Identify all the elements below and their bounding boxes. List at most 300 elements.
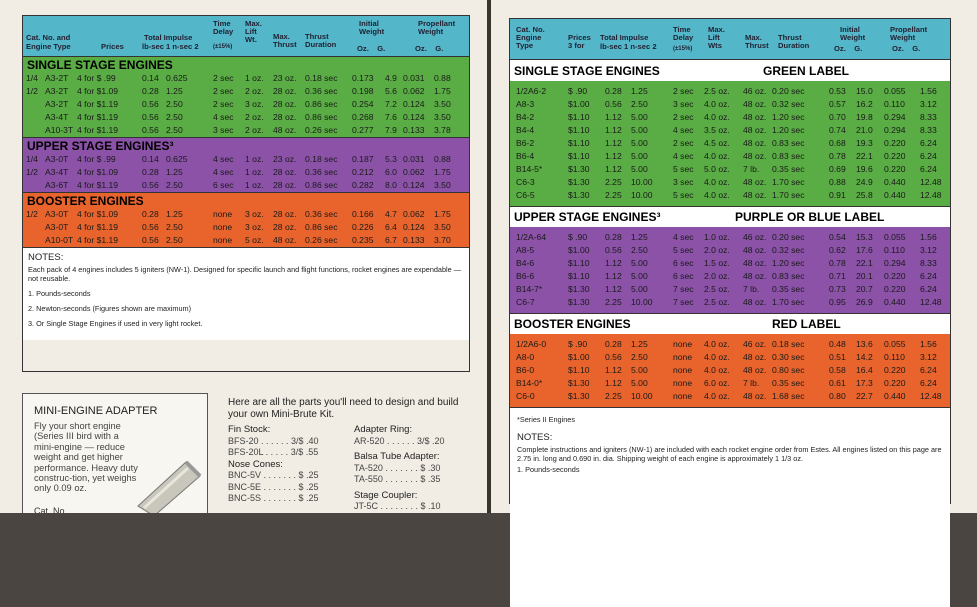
table-cell: 1.25 bbox=[166, 167, 183, 177]
note-1: 1. Pounds-seconds bbox=[28, 289, 91, 298]
table-cell: 0.28 bbox=[142, 86, 159, 96]
table-cell: 1.20 sec bbox=[772, 125, 805, 135]
table-cell: 4.0 oz. bbox=[704, 391, 730, 401]
table-cell: 6.24 bbox=[920, 284, 937, 294]
table-cell: 0.61 bbox=[829, 378, 846, 388]
table-row bbox=[510, 111, 950, 124]
table-cell: C6-5 bbox=[516, 190, 535, 200]
table-row bbox=[510, 351, 950, 364]
table-row bbox=[23, 221, 469, 234]
table-cell: 0.86 sec bbox=[305, 112, 338, 122]
table-cell: 0.173 bbox=[352, 73, 374, 83]
table-cell: 2 oz. bbox=[245, 125, 264, 135]
table-cell: none bbox=[213, 222, 233, 232]
table-cell: 6.24 bbox=[920, 378, 937, 388]
table-cell: 7 sec bbox=[673, 297, 694, 307]
table-cell: 5.00 bbox=[631, 271, 648, 281]
table-cell: 19.3 bbox=[856, 138, 873, 148]
r-booster-title-text: BOOSTER ENGINES bbox=[514, 317, 631, 331]
table-cell: 0.625 bbox=[166, 154, 188, 164]
table-cell: 2 sec bbox=[673, 86, 694, 96]
table-cell: 1.68 sec bbox=[772, 391, 805, 401]
table-cell: 0.110 bbox=[884, 245, 905, 255]
table-cell: 48 oz. bbox=[273, 125, 297, 135]
table-cell: C6-7 bbox=[516, 297, 535, 307]
table-cell: 0.73 bbox=[829, 284, 846, 294]
table-row bbox=[510, 124, 950, 137]
table-cell: 0.83 sec bbox=[772, 151, 805, 161]
table-cell: 0.48 bbox=[829, 339, 846, 349]
table-cell: C6-0 bbox=[516, 391, 535, 401]
table-cell: A3-4T bbox=[45, 112, 69, 122]
table-cell: 2.50 bbox=[631, 245, 648, 255]
table-cell: 21.0 bbox=[856, 125, 873, 135]
table-cell: A3-2T bbox=[45, 99, 69, 109]
table-cell: 0.32 sec bbox=[772, 245, 805, 255]
table-cell: $1.30 bbox=[568, 378, 590, 388]
table-cell: 0.440 bbox=[884, 391, 906, 401]
table-cell: 0.110 bbox=[884, 99, 905, 109]
table-cell: 0.124 bbox=[403, 180, 425, 190]
table-cell: 4 for $1.09 bbox=[77, 167, 119, 177]
table-cell: 4 sec bbox=[213, 112, 234, 122]
table-cell: 0.20 sec bbox=[772, 232, 805, 242]
table-cell: 0.440 bbox=[884, 297, 906, 307]
table-cell: 7 lb. bbox=[743, 164, 760, 174]
table-cell: 7 lb. bbox=[743, 378, 760, 388]
table-cell: 5.6 bbox=[385, 86, 397, 96]
table-header-right bbox=[510, 19, 950, 59]
table-cell: A3-6T bbox=[45, 180, 69, 190]
table-cell: 0.35 sec bbox=[772, 378, 805, 388]
table-cell: 0.235 bbox=[352, 235, 374, 245]
table-cell: 1.12 bbox=[605, 271, 622, 281]
table-cell: B6-6 bbox=[516, 271, 535, 281]
table-cell: 0.35 sec bbox=[772, 284, 805, 294]
table-cell: 1.12 bbox=[605, 164, 622, 174]
engine-table-left bbox=[22, 15, 470, 372]
table-cell: 8.0 bbox=[385, 180, 397, 190]
table-cell: 1.70 sec bbox=[772, 177, 805, 187]
table-cell: 0.56 bbox=[142, 99, 159, 109]
table-cell: 0.14 bbox=[142, 154, 159, 164]
rheader-impulse-units: lb-sec 1 n-sec 2 bbox=[600, 42, 657, 51]
r-note-1: 1. Pounds-seconds bbox=[517, 465, 580, 474]
table-cell: 4 for $1.19 bbox=[77, 99, 119, 109]
table-cell: 2.0 oz. bbox=[704, 271, 730, 281]
table-cell: 28 oz. bbox=[273, 99, 297, 109]
table-row bbox=[510, 231, 950, 244]
table-cell: 6.0 bbox=[385, 167, 397, 177]
table-cell: 5.00 bbox=[631, 151, 648, 161]
table-cell: 22.1 bbox=[856, 151, 873, 161]
kit-right-column bbox=[354, 424, 445, 513]
table-cell: 0.86 sec bbox=[305, 222, 338, 232]
table-cell: 7 sec bbox=[673, 284, 694, 294]
table-cell: 2.50 bbox=[631, 352, 648, 362]
table-cell: 24.9 bbox=[856, 177, 873, 187]
table-cell: none bbox=[213, 235, 233, 245]
header-max-thrust: Max. Thrust bbox=[273, 32, 297, 49]
table-cell: 5.3 bbox=[385, 154, 397, 164]
table-cell: 4.0 oz. bbox=[704, 365, 730, 375]
r-note-0: Complete instructions and igniters (NW-1) are included with each rocket engine order from Estes. All engines listed on this page are 2.75 in. long and 0.690 in. dia. Shipping weight of each engine is approximately 1 1/3 oz. bbox=[517, 445, 942, 463]
table-cell: 1.70 sec bbox=[772, 190, 805, 200]
table-cell: 23 oz. bbox=[273, 73, 297, 83]
table-cell: 4 sec bbox=[673, 151, 694, 161]
balsa-item-0: TA-520 . . . . . . . $ .30 bbox=[354, 462, 441, 473]
table-cell: $ .90 bbox=[568, 86, 588, 96]
table-cell: B6-0 bbox=[516, 365, 535, 375]
table-cell: 0.62 bbox=[829, 245, 846, 255]
table-cell: A10-3T bbox=[45, 125, 74, 135]
table-cell: 2.5 oz. bbox=[704, 284, 730, 294]
nose-item-2: BNC-5S . . . . . . . $ .25 bbox=[228, 493, 319, 503]
table-cell: 2 oz. bbox=[245, 86, 264, 96]
table-cell: 15.3 bbox=[856, 232, 873, 242]
table-cell: 1.20 sec bbox=[772, 258, 805, 268]
fin-item-0: BFS-20 . . . . . . 3/$ .40 bbox=[228, 435, 319, 446]
table-cell: 0.28 bbox=[142, 209, 159, 219]
table-cell: 0.91 bbox=[829, 190, 846, 200]
table-cell: 0.26 sec bbox=[305, 235, 338, 245]
table-cell: $1.30 bbox=[568, 297, 590, 307]
table-cell: 1.5 oz. bbox=[704, 258, 730, 268]
r-notes-box bbox=[510, 407, 950, 607]
mini-brute-kit-parts bbox=[228, 397, 478, 511]
table-cell: 0.36 sec bbox=[305, 86, 338, 96]
table-row bbox=[510, 150, 950, 163]
r-upper-stage-title bbox=[510, 206, 950, 227]
header-delay-tol: (±15%) bbox=[213, 44, 233, 50]
table-cell: 2.50 bbox=[166, 99, 183, 109]
rheader-initial-units: Oz. G. bbox=[834, 44, 863, 53]
table-cell: 12.48 bbox=[920, 297, 942, 307]
table-cell: $1.00 bbox=[568, 99, 590, 109]
table-cell: 0.110 bbox=[884, 352, 905, 362]
table-cell: 28 oz. bbox=[273, 209, 297, 219]
balsa-tube-title: Balsa Tube Adapter: bbox=[354, 451, 440, 462]
upper-stage-title: UPPER STAGE ENGINES³ bbox=[23, 137, 469, 153]
table-cell: $1.10 bbox=[568, 365, 590, 375]
table-cell: 1.75 bbox=[434, 86, 451, 96]
table-cell: 7 lb. bbox=[743, 284, 760, 294]
table-cell: 5.00 bbox=[631, 258, 648, 268]
table-cell: 0.18 sec bbox=[772, 339, 805, 349]
table-cell: none bbox=[673, 365, 693, 375]
table-cell: none bbox=[213, 209, 233, 219]
table-cell: 0.166 bbox=[352, 209, 374, 219]
table-cell: 12.48 bbox=[920, 190, 942, 200]
table-cell: 3 sec bbox=[673, 177, 694, 187]
table-cell: 0.86 sec bbox=[305, 99, 338, 109]
table-cell: 0.78 bbox=[829, 151, 846, 161]
table-cell: 15.0 bbox=[856, 86, 873, 96]
table-cell: $ .90 bbox=[568, 232, 588, 242]
table-cell: 0.18 sec bbox=[305, 154, 338, 164]
table-cell: A10-0T bbox=[45, 235, 74, 245]
table-cell: 1.70 sec bbox=[772, 297, 805, 307]
table-cell: 5.00 bbox=[631, 164, 648, 174]
table-row bbox=[510, 270, 950, 283]
table-cell: 4 sec bbox=[213, 154, 234, 164]
table-cell: 6.24 bbox=[920, 365, 937, 375]
table-cell: 0.80 bbox=[829, 391, 846, 401]
table-cell: 17.3 bbox=[856, 378, 873, 388]
table-cell: 6 sec bbox=[673, 271, 694, 281]
table-cell: 6.7 bbox=[385, 235, 397, 245]
table-cell: 8.33 bbox=[920, 112, 937, 122]
table-cell: 12.48 bbox=[920, 177, 942, 187]
table-cell: 1/2 bbox=[26, 167, 38, 177]
table-cell: 1/2 bbox=[26, 209, 38, 219]
table-cell: 20.1 bbox=[856, 271, 873, 281]
header-propellant-units: Oz. G. bbox=[415, 44, 444, 53]
table-cell: 1.12 bbox=[605, 284, 622, 294]
rheader-max-lift: Max. Lift Wts bbox=[708, 25, 725, 50]
table-cell: 0.031 bbox=[403, 154, 425, 164]
table-cell: A8-5 bbox=[516, 245, 535, 255]
table-cell: 23 oz. bbox=[273, 154, 297, 164]
table-row bbox=[23, 124, 469, 137]
table-cell: 0.88 bbox=[434, 154, 451, 164]
table-cell: 19.6 bbox=[856, 164, 873, 174]
table-cell: 1.56 bbox=[920, 339, 937, 349]
table-cell: $1.30 bbox=[568, 284, 590, 294]
upper-stage-rows bbox=[23, 153, 469, 192]
table-cell: 4.0 oz. bbox=[704, 339, 730, 349]
table-cell: 1/4 bbox=[26, 73, 38, 83]
table-row bbox=[23, 234, 469, 247]
table-cell: 4.7 bbox=[385, 209, 397, 219]
table-cell: 2.5 oz. bbox=[704, 297, 730, 307]
table-cell: 46 oz. bbox=[743, 339, 767, 349]
table-cell: 4.0 oz. bbox=[704, 177, 730, 187]
table-cell: 3 oz. bbox=[245, 222, 264, 232]
table-cell: 0.28 bbox=[605, 232, 622, 242]
table-row bbox=[510, 244, 950, 257]
table-cell: none bbox=[673, 391, 693, 401]
table-cell: 0.36 sec bbox=[305, 167, 338, 177]
table-cell: 1.25 bbox=[166, 209, 183, 219]
table-cell: 14.2 bbox=[856, 352, 873, 362]
table-cell: B4-6 bbox=[516, 258, 535, 268]
table-cell: 48 oz. bbox=[743, 352, 767, 362]
table-cell: B14-0* bbox=[516, 378, 543, 388]
note-2: 2. Newton-seconds (Figures shown are maximum) bbox=[28, 304, 192, 313]
table-cell: 48 oz. bbox=[743, 365, 767, 375]
table-row bbox=[510, 364, 950, 377]
table-cell: 6.24 bbox=[920, 151, 937, 161]
table-cell: 48 oz. bbox=[743, 190, 767, 200]
table-cell: 2 sec bbox=[673, 112, 694, 122]
header-impulse-units: lb-sec 1 n-sec 2 bbox=[142, 42, 199, 51]
table-cell: 4 for $ .99 bbox=[77, 154, 116, 164]
table-cell: $1.30 bbox=[568, 164, 590, 174]
table-cell: 0.83 sec bbox=[772, 138, 805, 148]
table-cell: 3.50 bbox=[434, 99, 451, 109]
table-row bbox=[510, 390, 950, 403]
table-cell: 0.57 bbox=[829, 99, 846, 109]
rheader-prices: Prices 3 for bbox=[568, 33, 591, 50]
header-total-impulse: Total Impulse bbox=[144, 33, 193, 42]
table-cell: 5.00 bbox=[631, 378, 648, 388]
table-cell: 2.50 bbox=[166, 180, 183, 190]
table-cell: 48 oz. bbox=[743, 177, 767, 187]
header-cat: Cat. No. and bbox=[26, 33, 71, 42]
rheader-max-thrust: Max. Thrust bbox=[745, 33, 769, 50]
table-cell: 28 oz. bbox=[273, 86, 297, 96]
table-cell: 3.12 bbox=[920, 99, 937, 109]
table-cell: B14-7* bbox=[516, 284, 543, 294]
table-cell: 0.56 bbox=[605, 245, 622, 255]
table-row bbox=[23, 72, 469, 85]
table-cell: 3.50 bbox=[434, 112, 451, 122]
table-cell: 1.75 bbox=[434, 209, 451, 219]
table-cell: 8.33 bbox=[920, 258, 937, 268]
table-cell: 5.00 bbox=[631, 138, 648, 148]
table-cell: 1/2A6-2 bbox=[516, 86, 547, 96]
table-cell: 0.95 bbox=[829, 297, 846, 307]
table-cell: 3.5 oz. bbox=[704, 125, 730, 135]
table-cell: $1.30 bbox=[568, 190, 590, 200]
table-cell: 6.24 bbox=[920, 138, 937, 148]
table-cell: 1.25 bbox=[631, 232, 648, 242]
table-cell: $1.10 bbox=[568, 138, 590, 148]
table-cell: 2.50 bbox=[166, 125, 183, 135]
table-cell: 28 oz. bbox=[273, 180, 297, 190]
table-cell: 3.50 bbox=[434, 180, 451, 190]
table-cell: $1.00 bbox=[568, 245, 590, 255]
table-cell: 0.294 bbox=[884, 258, 906, 268]
table-cell: 2 sec bbox=[213, 73, 234, 83]
table-cell: 0.277 bbox=[352, 125, 374, 135]
table-cell: 48 oz. bbox=[743, 297, 767, 307]
table-cell: 4.0 oz. bbox=[704, 190, 730, 200]
table-cell: 0.58 bbox=[829, 365, 846, 375]
mini-engine-adapter-box bbox=[22, 393, 208, 513]
table-cell: 5.00 bbox=[631, 125, 648, 135]
r-notes-title: NOTES: bbox=[517, 432, 553, 443]
table-cell: 0.36 sec bbox=[305, 209, 338, 219]
table-cell: 0.124 bbox=[403, 222, 425, 232]
r-booster-label: RED LABEL bbox=[772, 317, 841, 331]
table-cell: 2 sec bbox=[673, 138, 694, 148]
table-cell: 4.5 oz. bbox=[704, 138, 730, 148]
table-cell: B4-2 bbox=[516, 112, 535, 122]
rheader-time-delay: Time Delay bbox=[673, 25, 694, 42]
rheader-total-impulse: Total Impulse bbox=[600, 33, 649, 42]
table-row bbox=[510, 189, 950, 202]
table-cell: 1 oz. bbox=[245, 180, 264, 190]
table-cell: 4 for $1.19 bbox=[77, 112, 119, 122]
table-cell: A3-0T bbox=[45, 222, 69, 232]
table-cell: 0.78 bbox=[829, 258, 846, 268]
table-cell: 0.51 bbox=[829, 352, 846, 362]
note-3: 3. Or Single Stage Engines if used in very light rocket. bbox=[28, 319, 203, 328]
table-cell: 0.133 bbox=[403, 125, 425, 135]
table-cell: 10.00 bbox=[631, 190, 653, 200]
notes-box bbox=[23, 247, 469, 340]
rheader-thrust-duration: Thrust Duration bbox=[778, 33, 810, 50]
table-cell: $ .90 bbox=[568, 339, 588, 349]
nose-item-0: BNC-5V . . . . . . . $ .25 bbox=[228, 470, 319, 480]
table-cell: 0.80 sec bbox=[772, 365, 805, 375]
table-cell: 4.0 oz. bbox=[704, 151, 730, 161]
table-cell: 0.187 bbox=[352, 154, 374, 164]
table-cell: 0.56 bbox=[142, 222, 159, 232]
table-cell: 0.055 bbox=[884, 86, 906, 96]
adapter-icon bbox=[128, 454, 208, 513]
table-cell: A3-0T bbox=[45, 209, 69, 219]
fin-item-1: BFS-20L . . . . . 3/$ .55 bbox=[228, 447, 319, 457]
rheader-propellant-weight: Propellant Weight bbox=[890, 25, 928, 42]
r-single-rows bbox=[510, 81, 950, 206]
table-cell: 2.25 bbox=[605, 297, 622, 307]
r-single-stage-title bbox=[510, 59, 950, 81]
table-cell: 4.9 bbox=[385, 73, 397, 83]
table-cell: 0.294 bbox=[884, 112, 906, 122]
header-time-delay: Time Delay bbox=[213, 19, 234, 36]
table-cell: 5.00 bbox=[631, 365, 648, 375]
table-cell: 0.220 bbox=[884, 365, 906, 375]
table-cell: 0.226 bbox=[352, 222, 374, 232]
table-cell: 0.56 bbox=[605, 352, 622, 362]
coupler-item-0: JT-5C . . . . . . . . $ .10 bbox=[354, 501, 441, 511]
table-cell: 2.50 bbox=[631, 99, 648, 109]
table-cell: 0.268 bbox=[352, 112, 374, 122]
engine-table-right bbox=[509, 18, 951, 504]
table-row bbox=[510, 85, 950, 98]
table-cell: 17.6 bbox=[856, 245, 873, 255]
table-cell: 0.88 bbox=[434, 73, 451, 83]
table-cell: 0.220 bbox=[884, 378, 906, 388]
table-cell: 6 sec bbox=[673, 258, 694, 268]
table-cell: 1.12 bbox=[605, 125, 622, 135]
table-cell: 1 oz. bbox=[245, 154, 264, 164]
table-cell: 5.00 bbox=[631, 284, 648, 294]
table-cell: 2.50 bbox=[166, 222, 183, 232]
table-cell: 0.124 bbox=[403, 99, 425, 109]
table-cell: 2.0 oz. bbox=[704, 245, 730, 255]
nose-cones-title: Nose Cones: bbox=[228, 458, 283, 470]
table-cell: 48 oz. bbox=[743, 258, 767, 268]
table-cell: 2.25 bbox=[605, 177, 622, 187]
table-cell: 2.25 bbox=[605, 391, 622, 401]
table-cell: 19.8 bbox=[856, 112, 873, 122]
table-row bbox=[510, 98, 950, 111]
table-cell: 48 oz. bbox=[273, 235, 297, 245]
table-cell: 48 oz. bbox=[743, 112, 767, 122]
kit-intro: Here are all the parts you'll need to design and build your own Mini-Brute Kit. bbox=[228, 397, 459, 420]
kit-left-column bbox=[228, 424, 319, 505]
table-row bbox=[23, 85, 469, 98]
table-cell: 0.68 bbox=[829, 138, 846, 148]
table-cell: 2.50 bbox=[166, 235, 183, 245]
table-cell: 0.71 bbox=[829, 271, 846, 281]
table-cell: 1.25 bbox=[631, 339, 648, 349]
table-cell: 0.14 bbox=[142, 73, 159, 83]
table-cell: $1.30 bbox=[568, 391, 590, 401]
header-prices: Prices bbox=[101, 42, 124, 51]
table-cell: 3 sec bbox=[213, 125, 234, 135]
rheader-cat: Cat. No. Engine Type bbox=[516, 25, 545, 50]
table-cell: none bbox=[673, 378, 693, 388]
table-cell: 4.0 oz. bbox=[704, 112, 730, 122]
ring-item-0: AR-520 . . . . . . 3/$ .20 bbox=[354, 435, 445, 446]
table-cell: 6.24 bbox=[920, 164, 937, 174]
table-cell: 4.0 oz. bbox=[704, 352, 730, 362]
